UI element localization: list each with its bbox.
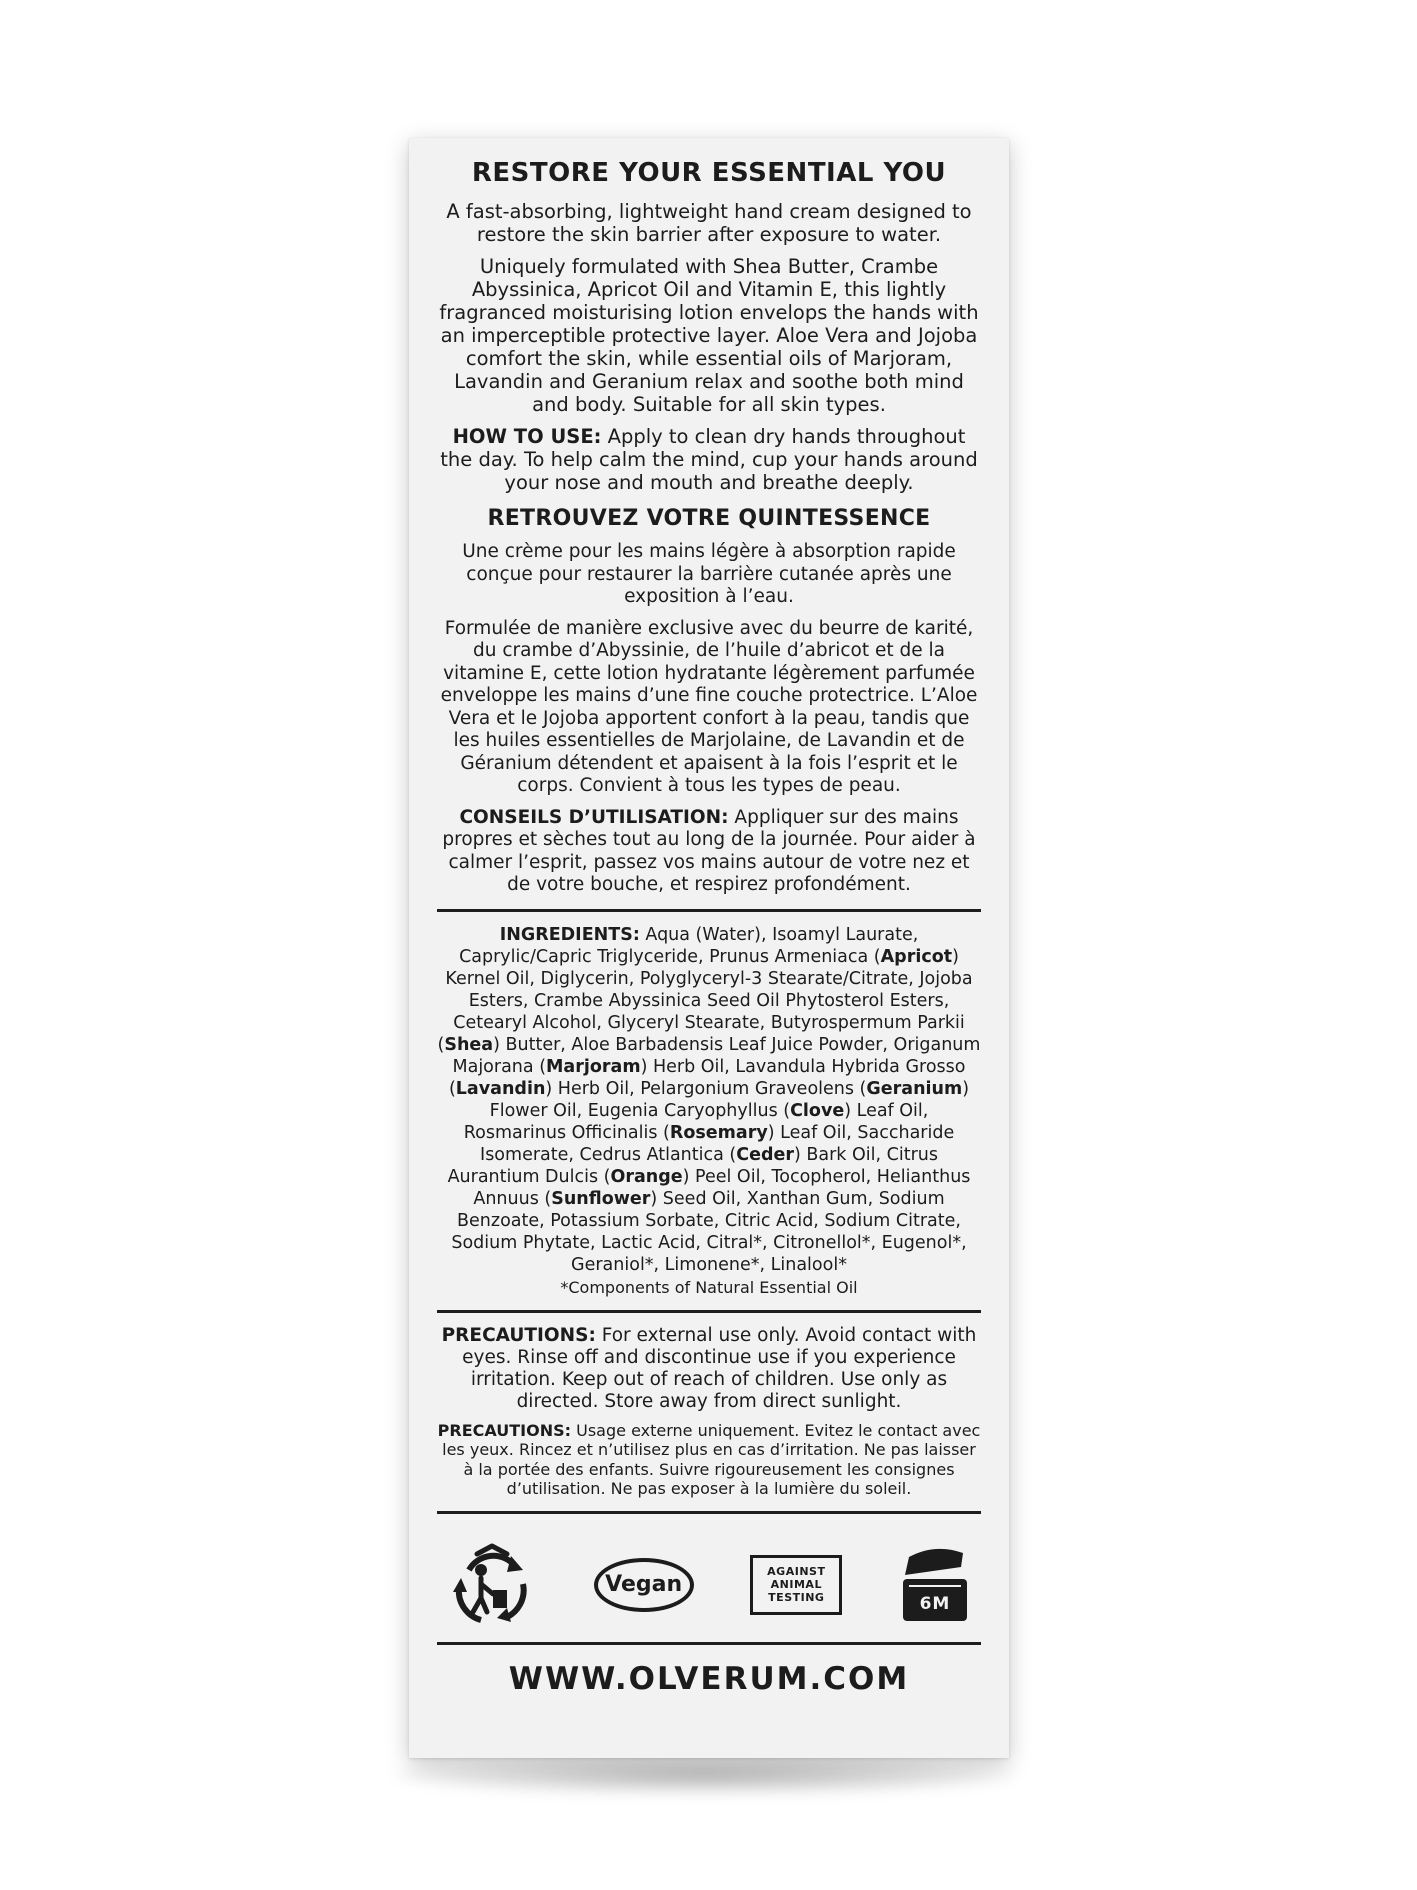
- en-how-text: Apply to clean dry hands throughout the day. To help calm the mind, cup your hands around your nose and mouth and breathe deeply.: [440, 425, 978, 494]
- fr-title: RETROUVEZ VOTRE QUINTESSENCE: [487, 506, 931, 531]
- ingredient-highlight: Ceder: [736, 1144, 794, 1165]
- divider: [437, 1511, 981, 1514]
- precautions-fr-text: Usage externe uniquement. Evitez le contact avec les yeux. Rincez et n’utilisez plus en cas d’irritation. Ne pas laisser à la portée des enfants. Suivre rigoureusement les consignes d’utilisation. Ne pas exposer à la lumière du soleil.: [442, 1420, 981, 1498]
- ingredient-highlight: Clove: [790, 1100, 845, 1121]
- divider: [437, 1642, 981, 1645]
- ingredients-text: ) Leaf Oil, Rosmarinus Officinalis (: [463, 1100, 929, 1143]
- period-after-opening-icon: [899, 1545, 971, 1625]
- ingredient-highlight: Apricot: [880, 946, 953, 967]
- ingredient-highlight: Rosemary: [669, 1122, 768, 1143]
- ingredients-text: ) Seed Oil, Xanthan Gum, Sodium Benzoate, Potassium Sorbate, Citric Acid, Sodium Citrate, Sodium Phytate, Lactic Acid, Citral*, Citronellol*, Eugenol*, Geraniol*, Limonene*, Linalool*: [451, 1188, 967, 1275]
- ingredients-list: [437, 924, 981, 1276]
- ingredients-text: ) Flower Oil, Eugenia Caryophyllus (: [489, 1078, 970, 1121]
- ingredient-highlight: Shea: [444, 1034, 494, 1055]
- product-box-back: [409, 138, 1009, 1758]
- aat-line: TESTING: [768, 1591, 825, 1604]
- fr-intro: Une crème pour les mains légère à absorption rapide conçue pour restaurer la barrière cutanée après une exposition à l’eau.: [462, 541, 956, 607]
- fr-how-to-use: [437, 807, 981, 897]
- against-animal-testing-badge: [750, 1555, 842, 1615]
- website-url: WWW.OLVERUM.COM: [508, 1660, 910, 1697]
- aat-line: AGAINST: [767, 1565, 826, 1578]
- fr-how-label: CONSEILS D’UTILISATION:: [459, 806, 729, 828]
- precautions-en: [437, 1325, 981, 1413]
- en-title: RESTORE YOUR ESSENTIAL YOU: [471, 158, 947, 188]
- precautions-en-label: PRECAUTIONS:: [441, 1324, 596, 1346]
- vegan-label: Vegan: [605, 1572, 683, 1597]
- ingredients-text: ) Peel Oil, Tocopherol, Helianthus Annuus (: [473, 1166, 971, 1209]
- precautions-fr: [437, 1421, 981, 1499]
- precautions-fr-label: PRECAUTIONS:: [437, 1420, 572, 1440]
- aat-line: ANIMAL: [770, 1578, 822, 1591]
- pao-label: 6M: [919, 1593, 951, 1614]
- ingredient-highlight: Lavandin: [455, 1078, 546, 1099]
- ingredients-footnote: *Components of Natural Essential Oil: [560, 1277, 858, 1297]
- en-how-label: HOW TO USE:: [452, 425, 602, 448]
- divider: [437, 909, 981, 912]
- ingredients-text: ) Herb Oil, Pelargonium Graveolens (: [545, 1078, 867, 1099]
- ingredients-text: ) Butter, Aloe Barbadensis Leaf Juice Powder, Origanum Majorana (: [452, 1034, 981, 1077]
- fr-how-text: Appliquer sur des mains propres et sèches tout au long de la journée. Pour aider à calmer l’esprit, passez vos mains autour de votre nez et de votre bouche, et respirez profondément.: [442, 806, 976, 895]
- fr-body: Formulée de manière exclusive avec du beurre de karité, du crambe d’Abyssinie, de l’huile d’abricot et de la vitamine E, cette lotion hydratante légèrement parfumée enveloppe les mains d’une fine couche protectrice. L’Aloe Vera et le Jojoba apportent confort à la peau, tandis que les huiles essentielles de Marjolaine, de Lavandin et de Géranium détendent et apaisent à la fois l’esprit et le corps. Convient à tous les types de peau.: [440, 617, 978, 796]
- label-content: [437, 158, 981, 1697]
- vegan-badge: [594, 1558, 694, 1612]
- ingredients-text: ) Leaf Oil, Saccharide Isomerate, Cedrus Atlantica (: [480, 1122, 955, 1165]
- ingredient-highlight: Marjoram: [546, 1056, 641, 1077]
- card-shadow: [395, 1755, 1015, 1795]
- divider: [437, 1310, 981, 1313]
- en-body: Uniquely formulated with Shea Butter, Crambe Abyssinica, Apricot Oil and Vitamin E, this lightly fragranced moisturising lotion envelops the hands with an imperceptible protective layer. Aloe Vera and Jojoba comfort the skin, while essential oils of Marjoram, Lavandin and Geranium relax and soothe both mind and body. Suitable for all skin types.: [439, 255, 979, 416]
- ingredients-text: ) Kernel Oil, Diglycerin, Polyglyceryl-3 Stearate/Citrate, Jojoba Esters, Crambe Abyssinica Seed Oil Phytosterol Esters, Cetearyl Alcohol, Glyceryl Stearate, Butyrospermum Parkii (: [437, 946, 973, 1055]
- ingredient-highlight: Orange: [610, 1166, 683, 1187]
- ingredients-text: Aqua (Water), Isoamyl Laurate, Caprylic/Capric Triglyceride, Prunus Armeniaca (: [459, 924, 919, 967]
- ingredients-text: ) Herb Oil, Lavandula Hybrida Grosso (: [448, 1056, 966, 1099]
- certification-icons: [437, 1526, 981, 1640]
- en-intro: A fast-absorbing, lightweight hand cream designed to restore the skin barrier after exposure to water.: [446, 200, 972, 246]
- ingredients-label: INGREDIENTS:: [499, 924, 640, 945]
- precautions-en-text: For external use only. Avoid contact with eyes. Rinse off and discontinue use if you experience irritation. Keep out of reach of children. Use only as directed. Store away from direct sunlight.: [462, 1324, 977, 1412]
- en-how-to-use: [437, 425, 981, 494]
- ingredients-text: ) Bark Oil, Citrus Aurantium Dulcis (: [447, 1144, 938, 1187]
- tidyman-recycle-icon: [447, 1540, 537, 1630]
- ingredient-highlight: Geranium: [866, 1078, 963, 1099]
- ingredient-highlight: Sunflower: [551, 1188, 651, 1209]
